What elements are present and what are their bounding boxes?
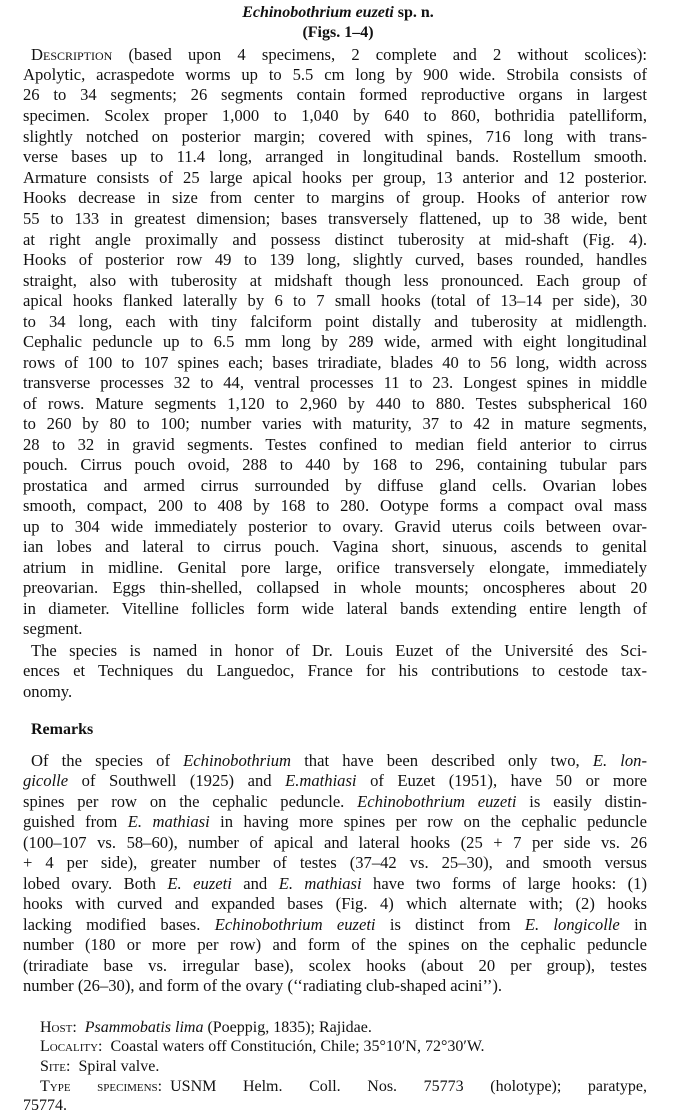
description-line: verse bases up to 11.4 long, arranged in longitudinal bands. Rostellum smooth.: [23, 147, 647, 166]
description-line: 55 to 133 in greatest dimension; bases transversely flattened, up to 38 wide, bent: [23, 209, 647, 228]
description-line: Apolytic, acraspedote worms up to 5.5 cm long by 900 wide. Strobila consists of: [23, 65, 647, 84]
remarks-line: (triradiate base vs. irregular base), scolex hooks (about 20 per group), testes: [23, 956, 647, 975]
locality-label: Locality:: [40, 1038, 103, 1055]
site-value: Spiral valve.: [78, 1058, 160, 1075]
description-line: 28 to 32 in gravid segments. Testes confined to median field anterior to cirrus: [23, 435, 647, 454]
locality-field: [40, 1037, 485, 1057]
description-line: Hooks of posterior row 49 to 139 long, slightly curved, bases rounded, handles: [23, 250, 647, 269]
remarks-line: number (26–30), and form of the ovary (‘‘radiating club-shaped acini’’).: [23, 976, 503, 995]
description-line: Cephalic peduncle up to 6.5 mm long by 289 wide, armed with eight longitudinal: [23, 332, 647, 351]
description-line: transverse processes 32 to 44, ventral processes 11 to 23. Longest spines in middle: [23, 373, 647, 392]
remarks-line: spines per row on the cephalic peduncle. Echinobothrium euzeti is easily distin-: [23, 792, 647, 811]
remarks-line: number (180 or more per row) and form of the spines on the cephalic peduncle: [23, 935, 647, 954]
description-line: specimen. Scolex proper 1,000 to 1,040 by 640 to 860, bothridia patelliform,: [23, 106, 647, 125]
type-specimens-value: USNM Helm. Coll. Nos. 75773 (holotype); paratype,: [170, 1078, 648, 1095]
description-line: straight, also with tuberosity at midshaft though less pronounced. Each group of: [23, 271, 647, 290]
remarks-line: Of the species of Echinobothrium that have been described only two, E. lon-: [31, 751, 647, 770]
host-field: Host: Psammobatis lima (Poeppig, 1835); Rajidae.: [40, 1019, 372, 1036]
type-specimens-label: Type specimens:: [40, 1078, 163, 1095]
description-line: at right angle proximally and possess distinct tuberosity at mid-shaft (Fig. 4).: [23, 230, 647, 249]
remarks-line: hooks with curved and expanded bases (Fig. 4) which alternate with; (2) hooks: [23, 894, 647, 913]
remarks-line: gicolle of Southwell (1925) and E.mathiasi of Euzet (1951), have 50 or more: [23, 771, 648, 790]
description-line: rows of 100 to 107 spines each; bases triradiate, blades 40 to 56 long, width across: [23, 353, 647, 372]
remarks-line: guished from E. mathiasi in having more spines per row on the cephalic peduncle: [23, 812, 647, 831]
description-line: 26 to 34 segments; 26 segments contain formed reproductive organs in largest: [23, 85, 647, 104]
figures-reference: (Figs. 1–4): [302, 24, 374, 41]
description-line: up to 304 wide immediately posterior to ovary. Gravid uterus coils between ovar-: [23, 517, 647, 536]
site-label: Site:: [40, 1058, 71, 1075]
host-species: Psammobatis lima: [84, 1019, 204, 1036]
description-line: pouch. Cirrus pouch ovoid, 288 to 440 by 168 to 296, containing tubular pars: [23, 455, 647, 474]
remarks-heading: Remarks: [31, 721, 94, 738]
remarks-line: (100–107 vs. 58–60), number of apical and lateral hooks (25 + 7 per side vs. 26: [23, 833, 647, 852]
species-suffix: sp. n.: [393, 4, 434, 21]
description-line: slightly notched on posterior margin; covered with spines, 716 long with trans-: [23, 127, 647, 146]
description-line: Description (based upon 4 specimens, 2 complete and 2 without scolices):: [31, 45, 647, 64]
description-line: Hooks decrease in size from center to margins of group. Hooks of anterior row: [23, 188, 647, 207]
description-line: in diameter. Vitelline follicles form wide lateral bands extending entire length of: [23, 599, 647, 618]
etymology-line: ences et Techniques du Languedoc, France for his contributions to cestode tax-: [23, 661, 647, 680]
etymology-line: The species is named in honor of Dr. Louis Euzet of the Université des Sci-: [31, 641, 647, 660]
remarks-line: + 4 per side), greater number of testes (37–42 vs. 25–30), and smooth versus: [23, 853, 647, 872]
description-label: Description: [31, 45, 113, 64]
description-line: to 34 long, each with tiny falciform point distally and tuberosity at midlength.: [23, 312, 647, 331]
description-line: ian lobes and lateral to cirrus pouch. Vagina short, sinuous, ascends to genital: [23, 537, 647, 556]
site-field: [40, 1057, 159, 1077]
description-line: Armature consists of 25 large apical hooks per group, 13 anterior and 12 posterior.: [23, 168, 647, 187]
locality-value: Coastal waters off Constitución, Chile; 35°10′N, 72°30′W.: [110, 1038, 485, 1055]
species-name: Echinobothrium euzeti: [242, 4, 394, 21]
description-line: apical hooks flanked laterally by 6 to 7 small hooks (total of 13–14 per side), 30: [23, 291, 647, 310]
host-label: Host:: [40, 1019, 77, 1036]
description-line: to 260 by 80 to 100; number varies with maturity, 37 to 42 in mature segments,: [23, 414, 647, 433]
type-specimens-continuation: 75774.: [23, 1097, 67, 1114]
remarks-line: lacking modified bases. Echinobothrium euzeti is distinct from E. longicolle in: [23, 915, 647, 934]
etymology-line: onomy.: [23, 682, 73, 701]
description-line: of rows. Mature segments 1,120 to 2,960 by 440 to 880. Testes subspherical 160: [23, 394, 647, 413]
description-line: segment.: [23, 619, 83, 638]
description-line: prostatica and armed cirrus surrounded by diffuse gland cells. Ovarian lobes: [23, 476, 647, 495]
description-line: preovarian. Eggs thin-shelled, collapsed in whole mounts; oncospheres about 20: [23, 578, 647, 597]
description-line: smooth, compact, 200 to 408 by 168 to 280. Ootype forms a compact oval mass: [23, 496, 647, 515]
species-title: [0, 3, 676, 23]
remarks-line: lobed ovary. Both E. euzeti and E. mathiasi have two forms of large hooks: (1): [23, 874, 647, 893]
type-specimens-field: [40, 1077, 647, 1097]
description-line: atrium in midline. Genital pore large, orifice transversely elongate, immediately: [23, 558, 647, 577]
